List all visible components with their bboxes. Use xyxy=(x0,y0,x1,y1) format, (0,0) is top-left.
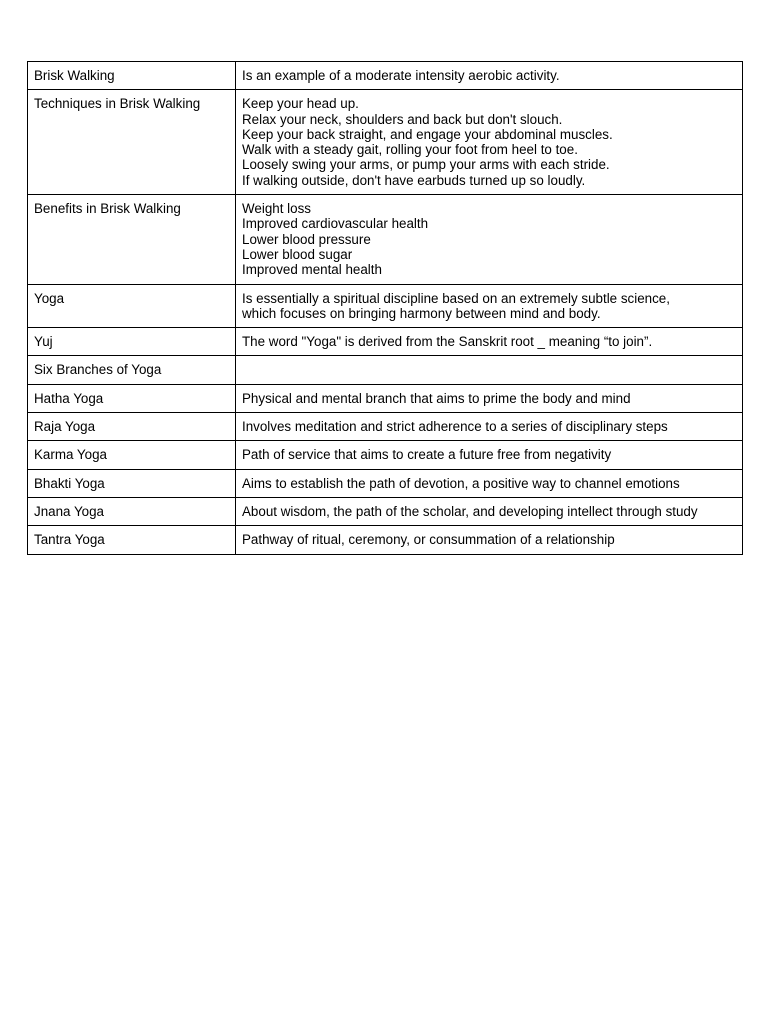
term-cell xyxy=(28,62,236,90)
description-cell xyxy=(236,497,743,525)
term-cell xyxy=(28,195,236,284)
term-label: Hatha Yoga xyxy=(34,390,104,406)
table-row xyxy=(28,469,743,497)
term-label: Six Branches of Yoga xyxy=(34,362,162,378)
term-label: Brisk Walking xyxy=(34,68,115,83)
description-line: Lower blood pressure xyxy=(242,231,371,247)
term-cell xyxy=(28,90,236,195)
term-cell xyxy=(28,384,236,412)
table-row xyxy=(28,497,743,525)
table-row xyxy=(28,413,743,441)
description-line: Lower blood sugar xyxy=(242,246,353,262)
description-line: Loosely swing your arms, or pump your arms with each stride. xyxy=(242,157,610,173)
term-cell xyxy=(28,356,236,384)
term-cell xyxy=(28,441,236,469)
term-label: Karma Yoga xyxy=(34,447,107,463)
description-line: Is essentially a spiritual discipline based on an extremely subtle science, xyxy=(242,290,670,306)
description-cell xyxy=(236,384,743,412)
description-line: Weight loss xyxy=(242,201,311,217)
table-row xyxy=(28,328,743,356)
description-line: Pathway of ritual, ceremony, or consummation of a relationship xyxy=(242,532,615,548)
description-line: About wisdom, the path of the scholar, and developing intellect through study xyxy=(242,503,698,519)
term-cell xyxy=(28,526,236,554)
table-row xyxy=(28,284,743,328)
description-cell xyxy=(236,195,743,284)
table-row xyxy=(28,195,743,284)
description-cell xyxy=(236,90,743,195)
table-row xyxy=(28,62,743,90)
description-line: which focuses on bringing harmony between mind and body. xyxy=(242,305,601,321)
term-label: Tantra Yoga xyxy=(34,532,105,548)
term-cell xyxy=(28,469,236,497)
description-cell xyxy=(236,441,743,469)
term-cell xyxy=(28,413,236,441)
term-label: Bhakti Yoga xyxy=(34,475,105,491)
description-cell xyxy=(236,356,743,384)
term-label: Yuj xyxy=(34,334,53,350)
description-line: Path of service that aims to create a future free from negativity xyxy=(242,447,612,463)
description-cell xyxy=(236,526,743,554)
term-label: Jnana Yoga xyxy=(34,503,105,519)
description-line: Is an example of a moderate intensity aerobic activity. xyxy=(242,68,560,83)
description-line: The word "Yoga" is derived from the Sanskrit root _ meaning “to join”. xyxy=(242,334,653,350)
description-line: If walking outside, don't have earbuds turned up so loudly. xyxy=(242,172,586,188)
description-cell xyxy=(236,62,743,90)
term-cell xyxy=(28,284,236,328)
table-row xyxy=(28,356,743,384)
description-line: Relax your neck, shoulders and back but don't slouch. xyxy=(242,111,563,127)
description-line: Keep your back straight, and engage your abdominal muscles. xyxy=(242,126,613,142)
term-label: Yoga xyxy=(34,290,65,306)
description-line: Aims to establish the path of devotion, a positive way to channel emotions xyxy=(242,475,680,491)
term-cell xyxy=(28,328,236,356)
description-line: Improved mental health xyxy=(242,262,382,278)
table-row xyxy=(28,90,743,195)
table-row xyxy=(28,526,743,554)
table-row xyxy=(28,384,743,412)
definitions-table xyxy=(27,61,743,555)
description-line: Walk with a steady gait, rolling your foot from heel to toe. xyxy=(242,142,578,158)
description-line: Physical and mental branch that aims to prime the body and mind xyxy=(242,390,631,406)
description-line: Improved cardiovascular health xyxy=(242,216,429,232)
description-cell xyxy=(236,469,743,497)
term-label: Benefits in Brisk Walking xyxy=(34,201,181,217)
description-line: Keep your head up. xyxy=(242,96,359,112)
description-line: Involves meditation and strict adherence to a series of disciplinary steps xyxy=(242,419,668,435)
description-cell xyxy=(236,328,743,356)
term-label: Techniques in Brisk Walking xyxy=(34,96,201,112)
term-cell xyxy=(28,497,236,525)
table-row xyxy=(28,441,743,469)
description-cell xyxy=(236,284,743,328)
description-cell xyxy=(236,413,743,441)
term-label: Raja Yoga xyxy=(34,419,96,435)
